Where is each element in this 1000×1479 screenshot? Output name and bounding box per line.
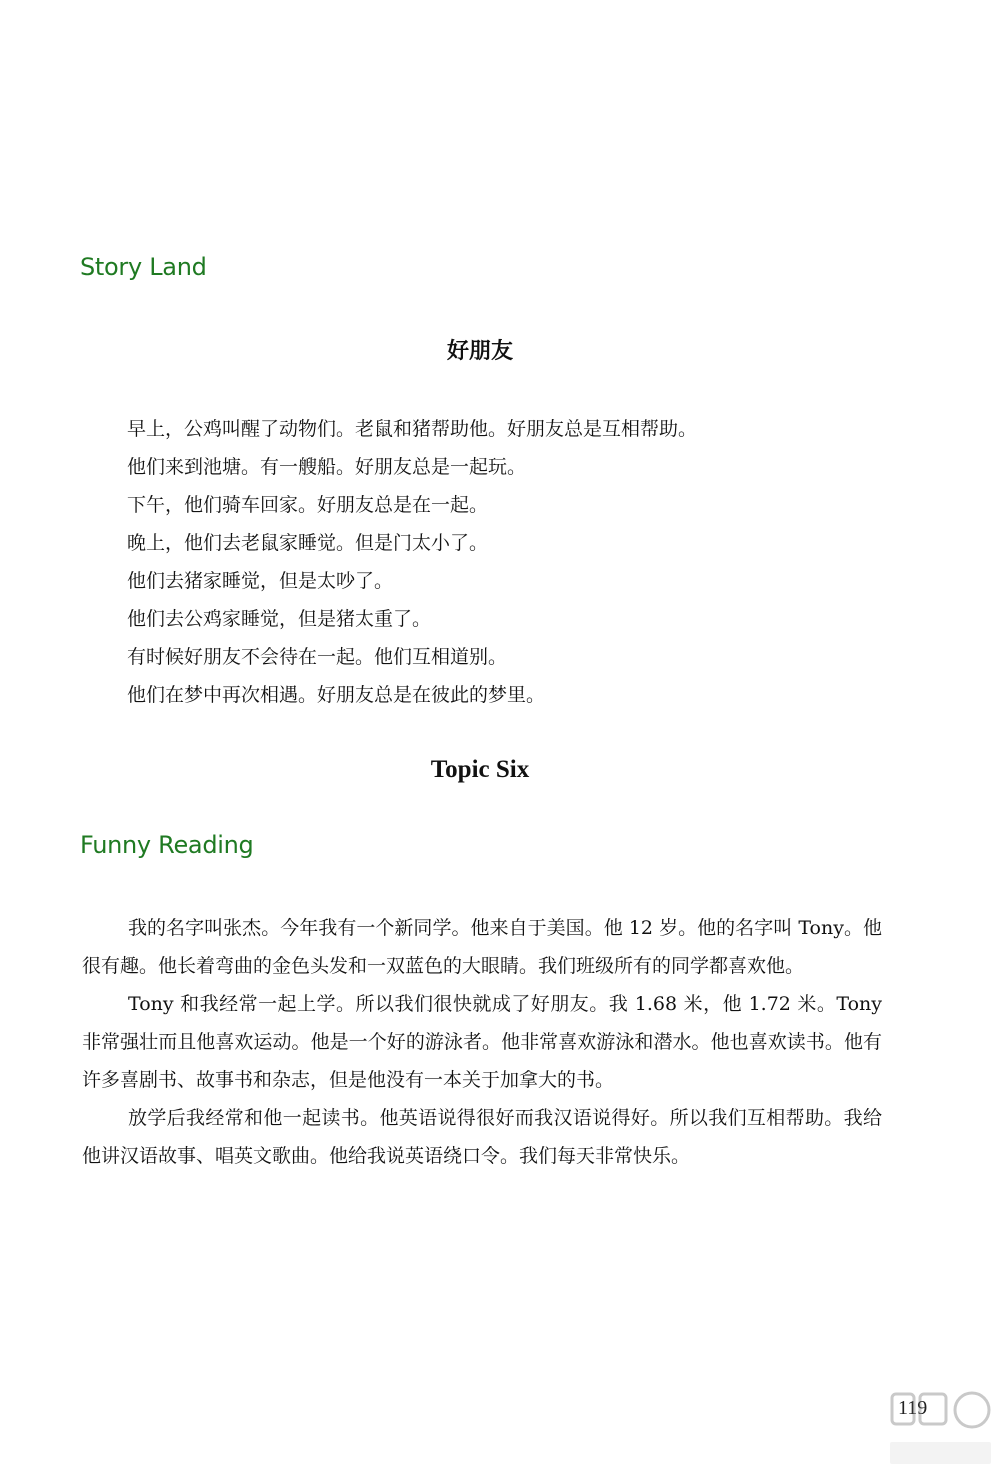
story-land-heading: Story Land xyxy=(80,253,207,281)
story-line: 下午，他们骑车回家。好朋友总是在一起。 xyxy=(127,494,489,516)
funny-reading-heading: Funny Reading xyxy=(80,831,254,859)
story-line: 他们来到池塘。有一艘船。好朋友总是一起玩。 xyxy=(127,456,527,478)
story-line: 早上，公鸡叫醒了动物们。老鼠和猪帮助他。好朋友总是互相帮助。 xyxy=(127,418,698,440)
story-line: 有时候好朋友不会待在一起。他们互相道别。 xyxy=(127,646,508,668)
reading-body xyxy=(82,909,882,1175)
topic-title: Topic Six xyxy=(430,756,530,783)
story-line: 他们去猪家睡觉，但是太吵了。 xyxy=(127,570,394,592)
page-number: 119 xyxy=(898,1397,928,1419)
watermark-logo xyxy=(888,1388,993,1470)
story-line: 他们在梦中再次相遇。好朋友总是在彼此的梦里。 xyxy=(127,684,546,706)
reading-paragraph: Tony 和我经常一起上学。所以我们很快就成了好朋友。我 1.68 米，他 1.72 米。Tony 非常强壮而且他喜欢运动。他是一个好的游泳者。他非常喜欢游泳和潜水。他也喜欢读书。他有许多喜剧书、故事书和杂志，但是他没有一本关于加拿大的书。 xyxy=(82,993,882,1091)
reading-paragraph: 我的名字叫张杰。今年我有一个新同学。他来自于美国。他 12 岁。他的名字叫 Tony。他很有趣。他长着弯曲的金色头发和一双蓝色的大眼睛。我们班级所有的同学都喜欢他。 xyxy=(82,917,882,977)
story-lines xyxy=(127,410,697,714)
story-line: 他们去公鸡家睡觉，但是猪太重了。 xyxy=(127,608,432,630)
reading-paragraph: 放学后我经常和他一起读书。他英语说得很好而我汉语说得好。所以我们互相帮助。我给他讲汉语故事、唱英文歌曲。他给我说英语绕口令。我们每天非常快乐。 xyxy=(82,1107,882,1167)
story-title: 好朋友 xyxy=(446,338,513,364)
story-line: 晚上，他们去老鼠家睡觉。但是门太小了。 xyxy=(127,532,489,554)
